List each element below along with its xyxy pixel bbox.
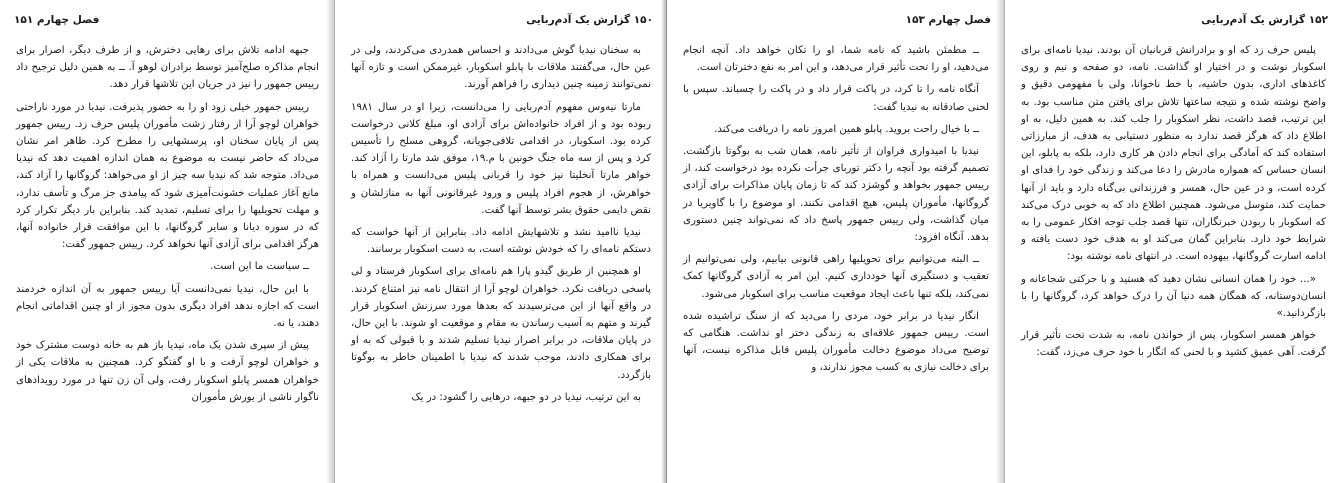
paragraph: پلیس حرف زد که او و برادرانش قربانیان آن بودند. نیدیا نامه‌ای برای اسکوبار نوشت و در اختیار او گذاشت. نامه، دو صفحه و نیم و روی کاغذهای اداری، بدون حاشیه، با خط ناخوانا، ولی با مفهومی دقیق و واضح نوشته شده و نتیجه ساعتها تلاش برای یافتن متن مناسب بود. به این ترتیب، قصد داشت، نظر اسکوبار را جلب کند. به همین دلیل، به او اطلاع داد که هرگز قصد ندارد به منظور دستیابی به هدف، از مبارزاتی استفاده کند که آمادگی برای انجام دادن هر کاری دارد، بلکه به پابلو، این انسان حساس که همواره مادرش را دعا می‌کند و زندگی خود را فدای او کرده است، و در عین حال، همسر و فرزندانی بی‌گناه دارد و باید از آنها حمایت کند، متوسل می‌شود. همچنین اطلاع داد که به خوبی درک می‌کند که اسکوبار با ربودن خبرنگاران، تنها قصد جلب توجه افکار عمومی را به شرایط خود دارد. بنابراین گمان می‌کند او به هدف خود دست یافته و ادامه اسارت گروگانها، بیهوده است. در انتهای نامه نوشته بود:	[1021, 45, 1326, 263]
page-body	[683, 42, 989, 479]
page-body	[16, 42, 319, 479]
page-header	[681, 14, 991, 32]
paragraph: او همچنین از طریق گیدو پارا هم نامه‌ای برای اسکوبار فرستاد و لی پاسخی دریافت نکرد. خواهران لوچو آرا از انتقال نامه نیز امتناع کردند. در واقع آنها از این می‌ترسیدند که بعدها مورد سرزنش اسکوبار قرار گیرند و متهم به آسیب رساندن به مقام و موقعیت او شوند. با این حال، در پایان ملاقات، در برابر اصرار نیدیا تسلیم شدند و با قبولی که به او برای همکاری دادند، موجب شدند که نیدیا با اطمینان خاطر به بوگوتا بازگردد.	[351, 266, 651, 381]
page-150	[335, 0, 667, 483]
paragraph: با این حال، نیدیا نمی‌دانست آیا رییس جمهور به آن اندازه خردمند است که اجازه ندهد افراد دیگری بدون مجوز از او چنین اقداماتی انجام دهند، یا نه.	[16, 283, 319, 330]
page-header	[349, 14, 653, 32]
paragraph: به سخنان نیدیا گوش می‌دادند و احساس همدردی می‌کردند، ولی در عین حال، می‌گفتند ملاقات با پابلو اسکوبار، غیرممکن است و تازه آنها نمی‌توانند زمینه چنین دیداری را فراهم آورند.	[351, 45, 651, 91]
page-body	[351, 42, 651, 479]
page-header	[1019, 14, 1328, 32]
page-152	[1005, 0, 1342, 483]
paragraph: مارتا نیه‌وس مفهوم آدم‌ربایی را می‌دانست، زیرا او در سال ۱۹۸۱ ربوده بود و از افراد خانواده‌اش برای آزادی او، مبلغ کلانی درخواست کرده بود. اسکوبار، در اقدامی تلافی‌جویانه، گروهی مسلح را تأسیس کرد و پس از سه ماه جنگ خونین با م.۱۹، موفق شد مارتا را آزاد کند. خواهر مارتا آنخلیتا نیز خود را قربانی پلیس می‌دانست و همراه با خواهرش، از هجوم افراد پلیس و ورود غیرقانونی آنها به منازلشان و نقض دایمی حقوق بشر توسط آنها گفت.	[351, 101, 652, 216]
paragraph: رییس جمهور خیلی زود او را به حضور پذیرفت. نیدیا در مورد ناراحتی خواهران لوچو آرا از رفتار زشت مأموران پلیس حرف زد. رییس جمهور پس از پایان سخنان او، پرسشهایی را مطرح کرد. ظاهر امر نشان می‌داد که حاضر نیست به موضوع به همان اندازه اهمیت دهد که نیدیا می‌داد. متوجه شد که نیدیا سه چیز از او می‌خواهد: گروگانها را آزاد کند، مانع آغاز عملیات خشونت‌آمیزی شود که پیامدی جز مرگ و تأسف ندارد، و مهلت تحویلیها را برای تسلیم، تمدید کند. بنابراین بار دیگر تکرار کرد که در سوره دیانا و سایر گروگانها، با این موافقت قرار خانواده آنها، هرگز اقدامی برای آزادی آنها نخواهد کرد. رییس جمهور گفت:	[16, 101, 319, 251]
page-153	[667, 0, 1005, 483]
paragraph: ــ سیاست ما این است.	[210, 261, 309, 273]
paragraph: خواهر همسر اسکوبار، پس از خواندن نامه، به شدت تحت تأثیر قرار گرفت. آهی عمیق کشید و با لحنی که انگار با خود حرف می‌زد، گفت:	[1021, 330, 1326, 359]
header-chapter: فصل چهارم ۱۵۱	[14, 14, 100, 26]
header-book-title: ۱۵۰ گزارش یک آدم‌ربایی	[526, 14, 653, 26]
paragraph: پیش از سپری شدن یک ماه، نیدیا باز هم به خانه دوست مشترک خود و خواهران لوچو آرفت و با او گفتگو کرد. همچنین به ملاقات یکی از خواهران همسر پابلو اسکوبار رفت، ولی آن زن تنها در مورد رویدادهای ناگوار ناشی از یورش مأموران	[16, 340, 319, 403]
page-151	[0, 0, 335, 483]
paragraph: نیدیا ناامید نشد و تلاشهایش ادامه داد. بنابراین از آنها خواست که دستکم نامه‌ای را که خودش نوشته است، به دست اسکوبار برسانند.	[351, 227, 651, 256]
paragraph: نیدیا با امیدواری فراوان از تأثیر نامه، همان شب به بوگوتا بازگشت. تصمیم گرفته بود آنچه را دکتر توربای جرأت نکرده بود درخواست کند، از رییس جمهور بخواهد و گوشزد کند که تا زمان پایان مذاکرات برای آزادی گروگانها، مأموران پلیس، هیچ اقدامی نکنند. او موضوع را با گاویریا در میان گذاشت، ولی رییس جمهور پاسخ داد که نمی‌تواند چنین دستوری بدهد. آنگاه افزود:	[683, 146, 989, 244]
paragraph: ــ مطمئن باشید که نامه شما، او را تکان خواهد داد. آنچه انجام می‌دهید، او را تحت تأثیر قرار می‌دهد، و این امر به نفع دخترتان است.	[683, 45, 989, 74]
paragraph: انگار نیدیا در برابر خود، مردی را می‌دید که از سنگ تراشیده شده است. رییس جمهور علاقه‌ای به زندگی دختر او نداشت. هنگامی که توضیح می‌داد موضوع دخالت مأموران پلیس قابل مذاکره نیست، آنها برای دخالت نیازی به کسب مجوز ندارند، و	[683, 310, 989, 374]
paragraph: ــ البته می‌توانیم برای تحویلیها راهی قانونی بیابیم، ولی نمی‌توانیم از تعقیب و دستگیری آنها خودداری کنیم. این امر به آزادی گروگانها کمک نمی‌کند، بلکه تنها باعث ایجاد موقعیت مناسب برای اسکوبار می‌شود.	[683, 254, 989, 300]
header-book-title: فصل چهارم ۱۵۳	[905, 14, 991, 26]
paragraph: «... خود را همان انسانی نشان دهید که هستید و با حرکتی شجاعانه و انسان‌دوستانه، که همگان همه دنیا آن را درک خواهد کرد، گروگانها را با بازگردانید.»	[1021, 273, 1326, 320]
header-book-title: ۱۵۲ گزارش یک آدم‌ربایی	[1201, 14, 1328, 26]
paragraph: جبهه ادامه تلاش برای رهایی دخترش، و از طرف دیگر، اصرار برای انجام مذاکره صلح‌آمیز توسط برادران لوهو آ. ــ به همین دلیل ترجیح داد رییس جمهور را نیز در جریان این تلاشها قرار دهد.	[16, 45, 319, 91]
paragraph: آنگاه نامه را تا کرد، در پاکت قرار داد و در پاکت را چسباند. سپس با لحنی صادقانه به نیدیا گفت:	[683, 84, 989, 113]
page-body	[1021, 42, 1326, 479]
paragraph: به این ترتیب، نیدیا در دو جبهه، درهایی را گشود: در یک	[411, 391, 641, 403]
paragraph: ــ با خیال راحت بروید. پابلو همین امروز نامه را دریافت می‌کند.	[714, 123, 979, 135]
page-header	[14, 14, 321, 32]
